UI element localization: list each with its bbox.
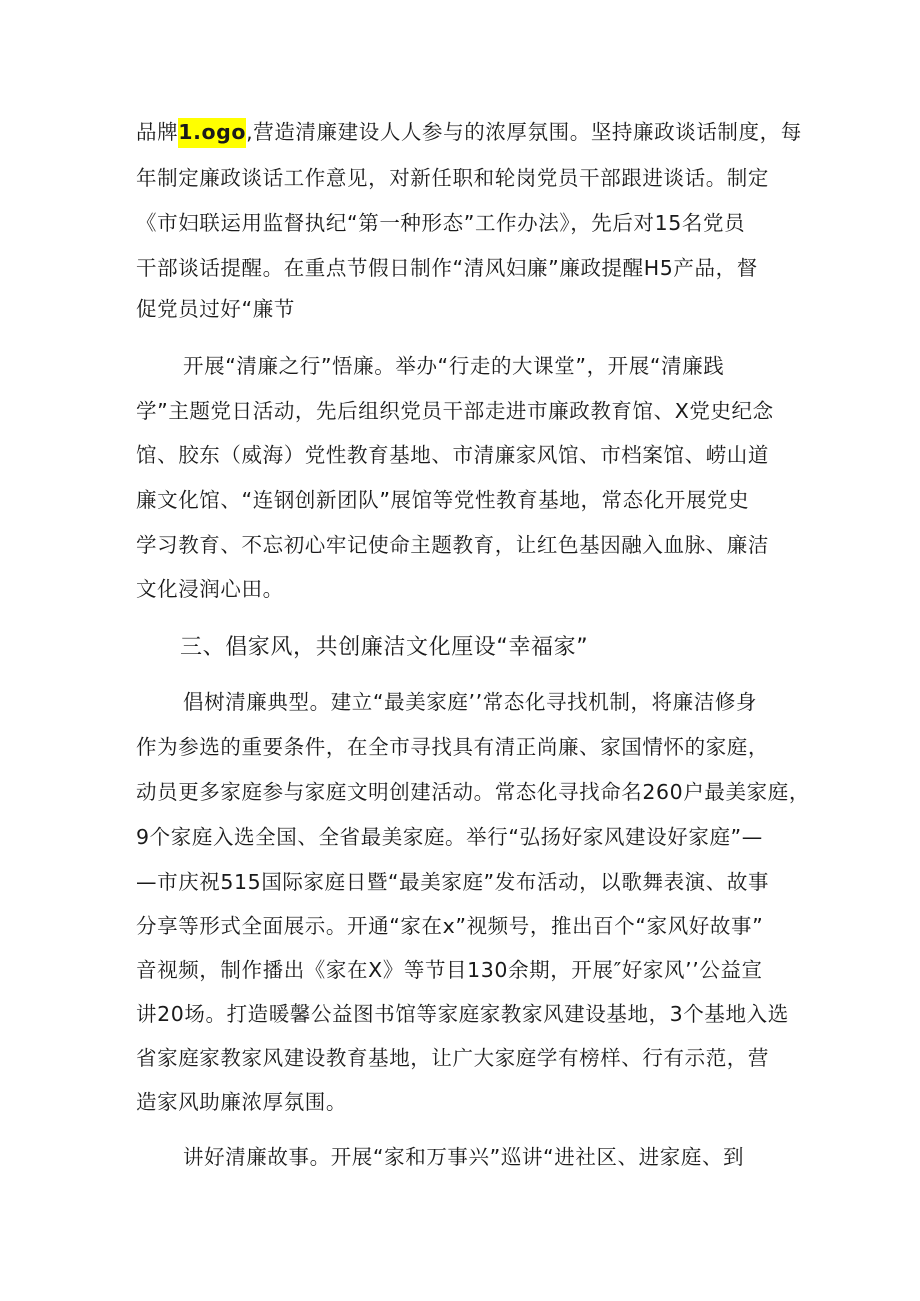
paragraph-3-line-4: 9个家庭入选全国、全省最美家庭。举行“弘扬好家风建设好家庭”—	[136, 825, 763, 849]
text-segment: 品牌	[136, 120, 179, 144]
paragraph-1-line-1	[136, 117, 802, 147]
highlighted-text: 1.ogo	[178, 118, 246, 148]
paragraph-2-line-5: 学习教育、不忘初心牢记使命主题教育，让红色基因融入血脉、廉洁	[136, 533, 769, 557]
paragraph-3-line-8: 讲20场。打造暖馨公益图书馆等家庭家教家风建设基地，3个基地入选	[136, 1002, 789, 1026]
paragraph-3-line-10: 造家风助廉浓厚氛围。	[136, 1090, 347, 1114]
text-segment: ,营造清廉建设人人参与的浓厚氛围。坚持廉政谈话制度，每	[246, 120, 802, 144]
paragraph-1-line-2: 年制定廉政谈话工作意见，对新任职和轮岗党员干部跟进谈话。制定	[136, 166, 769, 190]
paragraph-3-line-9: 省家庭家教家风建设教育基地，让广大家庭学有榜样、行有示范，营	[136, 1046, 769, 1070]
paragraph-2-line-6: 文化浸润心田。	[136, 577, 284, 601]
paragraph-3-line-6: 分享等形式全面展示。开通“家在x”视频号，推出百个“家风好故事”	[136, 914, 764, 938]
paragraph-2-line-3: 馆、胶东（威海）党性教育基地、市清廉家风馆、市档案馆、崂山道	[136, 443, 769, 467]
paragraph-1-line-3: 《市妇联运用监督执纪“第一种形态”工作办法》，先后对15名党员	[136, 211, 746, 235]
paragraph-4-line-1: 讲好清廉故事。开展“家和万事兴”巡讲“进社区、进家庭、到	[183, 1145, 745, 1169]
paragraph-3-line-1: 倡树清廉典型。建立“最美家庭’’常态化寻找机制，将廉洁修身	[183, 690, 758, 714]
paragraph-2-line-4: 廉文化馆、“连钢创新团队”展馆等党性教育基地，常态化开展党史	[136, 488, 750, 512]
paragraph-1-line-4: 干部谈话提醒。在重点节假日制作“清风妇廉”廉政提醒H5产品，督	[136, 256, 758, 280]
paragraph-2-line-1: 开展“清廉之行”悟廉。举办“行走的大课堂”，开展“清廉践	[183, 354, 725, 378]
paragraph-1-line-5: 促党员过好“廉节	[136, 297, 295, 321]
section-heading: 三、倡家风，共创廉洁文化厘设“幸福家”	[180, 635, 589, 660]
paragraph-2-line-2: 学”主题党日活动，先后组织党员干部走进市廉政教育馆、X党史纪念	[136, 399, 774, 423]
paragraph-3-line-5: —市庆祝515国际家庭日暨“最美家庭”发布活动，以歌舞表演、故事	[136, 870, 770, 894]
paragraph-3-line-7: 音视频，制作播出《家在X》等节目130余期，开展″好家风’’公益宣	[136, 958, 763, 982]
paragraph-3-line-2: 作为参选的重要条件，在全市寻找具有清正尚廉、家国情怀的家庭，	[136, 735, 769, 759]
paragraph-3-line-3: 动员更多家庭参与家庭文明创建活动。常态化寻找命名260户最美家庭，	[136, 780, 810, 804]
